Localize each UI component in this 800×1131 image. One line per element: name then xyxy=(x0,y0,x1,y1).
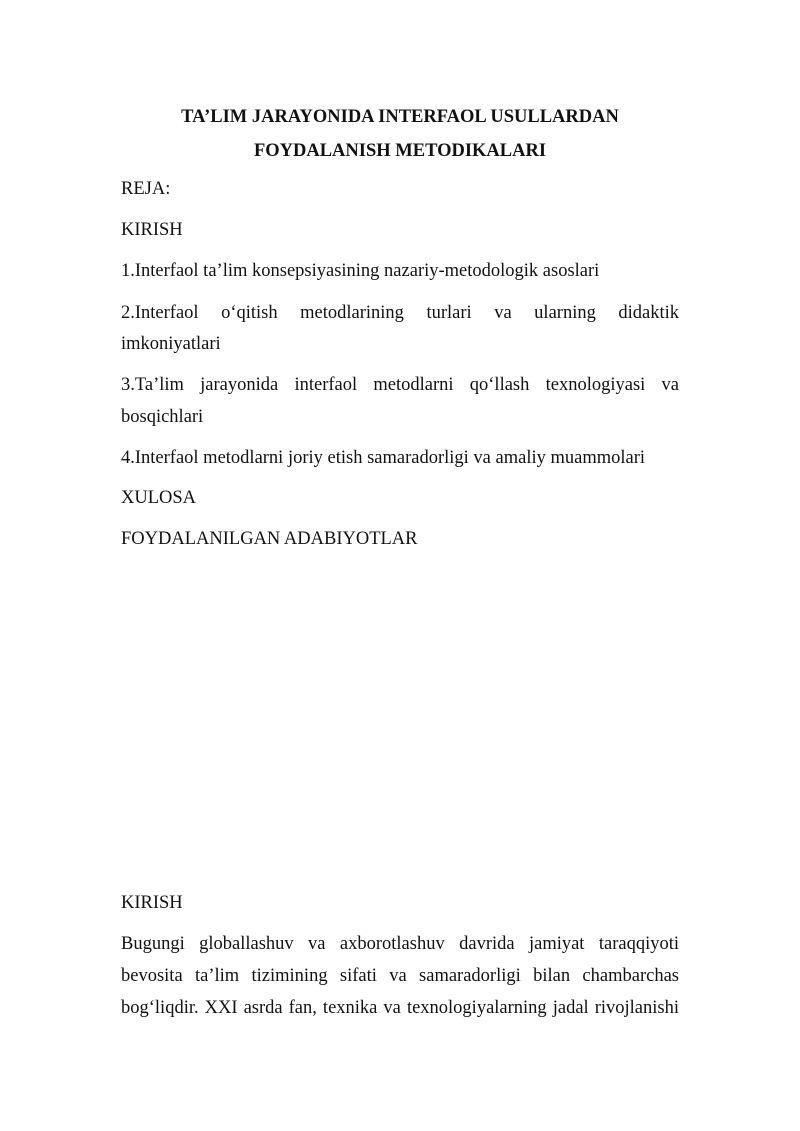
intro-paragraph-line: bevosita ta’lim tizimining sifati va samaradorligi bilan chambarchas xyxy=(121,966,679,986)
plan-item-3-line-1: 3.Ta’lim jarayonida interfaol metodlarni qo‘llash texnologiyasi va xyxy=(121,375,679,395)
intro-paragraph-line: Bugungi globallashuv va axborotlashuv davrida jamiyat taraqqiyoti xyxy=(121,934,679,954)
document-title-line-1: TA’LIM JARAYONIDA INTERFAOL USULLARDAN xyxy=(181,107,619,127)
plan-heading: REJA: xyxy=(121,179,171,199)
plan-item-3-line-2: bosqichlari xyxy=(121,407,204,427)
intro-paragraph-line: bog‘liqdir. XXI asrda fan, texnika va texnologiyalarning jadal rivojlanishi xyxy=(121,998,679,1018)
plan-item-2-line-1: 2.Interfaol o‘qitish metodlarining turlari va ularning didaktik xyxy=(121,303,679,323)
document-title-line-2: FOYDALANISH METODIKALARI xyxy=(253,141,547,161)
plan-item-4: 4.Interfaol metodlarni joriy etish samaradorligi va amaliy muammolari xyxy=(121,448,646,468)
plan-item-conclusion: XULOSA xyxy=(121,488,197,508)
plan-item-1: 1.Interfaol ta’lim konsepsiyasining nazariy-metodologik asoslari xyxy=(121,261,600,281)
plan-item-2-line-2: imkoniyatlari xyxy=(121,334,221,354)
plan-item-references: FOYDALANILGAN ADABIYOTLAR xyxy=(121,529,418,549)
plan-item-intro: KIRISH xyxy=(121,220,183,240)
intro-heading: KIRISH xyxy=(121,893,183,913)
